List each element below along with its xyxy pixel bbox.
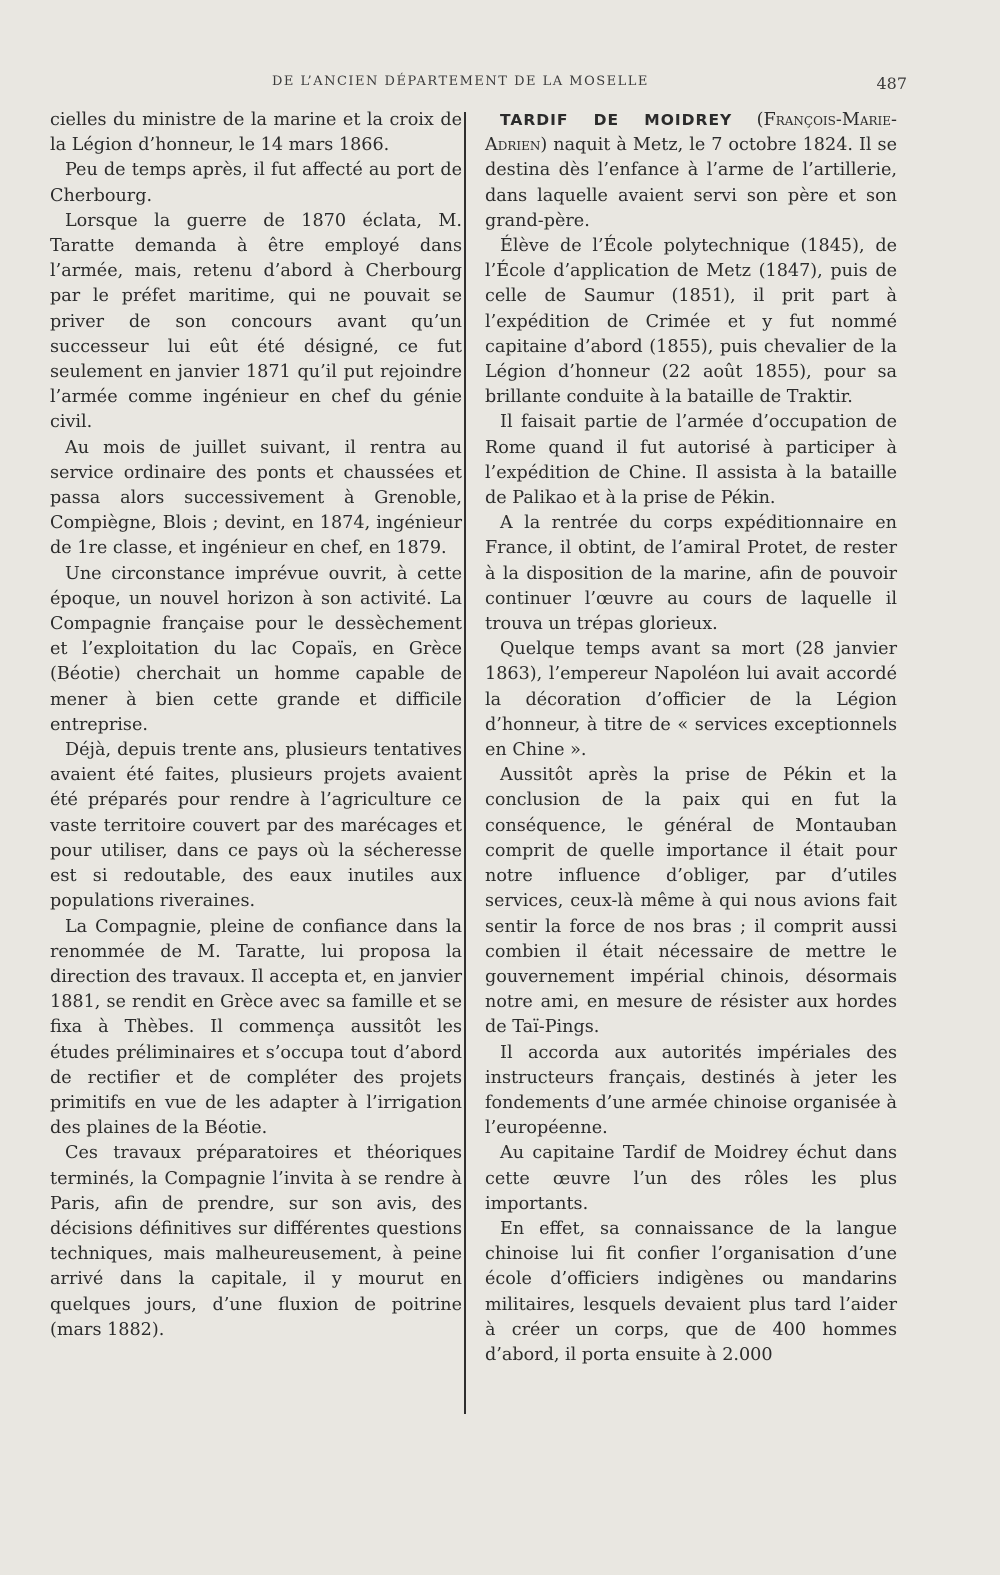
- paragraph: A la rentrée du corps expéditionnaire en France, il obtint, de l’amiral Protet, de rester à la disposition de la marine, afin de pouvoir continuer l’œuvre au cours de laquelle il trouva un trépas glorieux.: [485, 513, 897, 635]
- right-column: [485, 108, 897, 1368]
- column-divider: [464, 112, 466, 1414]
- paragraph: Une circonstance imprévue ouvrit, à cette époque, un nouvel horizon à son activité. La Compagnie française pour le dessèchement et l’exploitation du lac Copaïs, en Grèce (Béotie) cherchait un homme capable de mener à bien cette grande et difficile entreprise.: [50, 563, 462, 735]
- entry-given-names: (François-Marie-Adrien): [485, 110, 897, 156]
- running-header: [0, 74, 1000, 96]
- paragraph: Au capitaine Tardif de Moidrey échut dans cette œuvre l’un des rôles les plus importants.: [485, 1143, 897, 1214]
- paragraph: Peu de temps après, il fut affecté au port de Cherbourg.: [50, 160, 462, 206]
- entry-name: TARDIF DE MOIDREY: [500, 111, 733, 129]
- paragraph: Lorsque la guerre de 1870 éclata, M. Taratte demanda à être employé dans l’armée, mais, retenu d’abord à Cherbourg par le préfet maritime, qui ne pouvait se priver de son concours avant qu’un successeur lui eût été désigné, ce fut seulement en janvier 1871 qu’il put rejoindre l’armée comme ingénieur en chef du génie civil.: [50, 210, 462, 433]
- paragraph: Aussitôt après la prise de Pékin et la conclusion de la paix qui en fut la conséquence, le général de Montauban comprit de quelle importance il était pour notre influence d’obliger, par d’utiles services, ceux-là même à qui nous avions fait sentir la force de nos bras ; il comprit aussi combien il était nécessaire de mettre le gouvernement impérial chinois, désormais notre ami, en mesure de résister aux hordes de Taï-Pings.: [485, 765, 897, 1038]
- paragraph: Au mois de juillet suivant, il rentra au service ordinaire des ponts et chaussées et passa alors successivement à Grenoble, Compiègne, Blois ; devint, en 1874, ingénieur de 1re classe, et ingénieur en chef, en 1879.: [50, 437, 462, 559]
- entry-lead: naquit à Metz, le 7 octobre 1824. Il se destina dès l’enfance à l’arme de l’artillerie, dans laquelle avaient servi son père et son grand-père.: [485, 135, 897, 231]
- entry-heading-paragraph: [485, 108, 897, 234]
- paragraph: Ces travaux préparatoires et théoriques terminés, la Compagnie l’invita à se rendre à Paris, afin de prendre, sur son avis, des décisions définitives sur différentes questions techniques, mais malheureusement, à peine arrivé dans la capitale, il y mourut en quelques jours, d’une fluxion de poitrine (mars 1882).: [50, 1143, 462, 1340]
- running-title: DE L’ANCIEN DÉPARTEMENT DE LA MOSELLE: [272, 74, 649, 89]
- paragraph: La Compagnie, pleine de confiance dans la renommée de M. Taratte, lui proposa la direction des travaux. Il accepta et, en janvier 1881, se rendit en Grèce avec sa famille et se fixa à Thèbes. Il commença aussitôt les études préliminaires et s’occupa tout d’abord de rectifier et de compléter des projets primitifs en vue de les adapter à l’irrigation des plaines de la Béotie.: [50, 916, 462, 1139]
- paragraph: Il accorda aux autorités impériales des instructeurs français, destinés à jeter les fondements d’une armée chinoise organisée à l’européenne.: [485, 1042, 897, 1139]
- paragraph: Quelque temps avant sa mort (28 janvier 1863), l’empereur Napoléon lui avait accordé la décoration d’officier de la Légion d’honneur, à titre de « services exceptionnels en Chine ».: [485, 639, 897, 761]
- left-column: [50, 108, 462, 1343]
- page-number: 487: [876, 74, 907, 93]
- paragraph: Élève de l’École polytechnique (1845), de l’École d’application de Metz (1847), puis de celle de Saumur (1851), il prit part à l’expédition de Crimée et y fut nommé capitaine d’abord (1855), puis chevalier de la Légion d’honneur (22 août 1855), pour sa brillante conduite à la bataille de Traktir.: [485, 236, 897, 408]
- paragraph: Déjà, depuis trente ans, plusieurs tentatives avaient été faites, plusieurs projets avaient été préparés pour rendre à l’agriculture ce vaste territoire couvert par des marécages et pour utiliser, dans ce pays où la sécheresse est si redoutable, des eaux inutiles aux populations riveraines.: [50, 740, 462, 912]
- paragraph: En effet, sa connaissance de la langue chinoise lui fit confier l’organisation d’une école d’officiers indigènes ou mandarins militaires, lesquels devaient plus tard l’aider à créer un corps, que de 400 hommes d’abord, il porta ensuite à 2.000: [485, 1218, 897, 1365]
- paragraph: cielles du ministre de la marine et la croix de la Légion d’honneur, le 14 mars 1866.: [50, 110, 462, 156]
- paragraph: Il faisait partie de l’armée d’occupation de Rome quand il fut autorisé à participer à l’expédition de Chine. Il assista à la bataille de Palikao et à la prise de Pékin.: [485, 412, 897, 509]
